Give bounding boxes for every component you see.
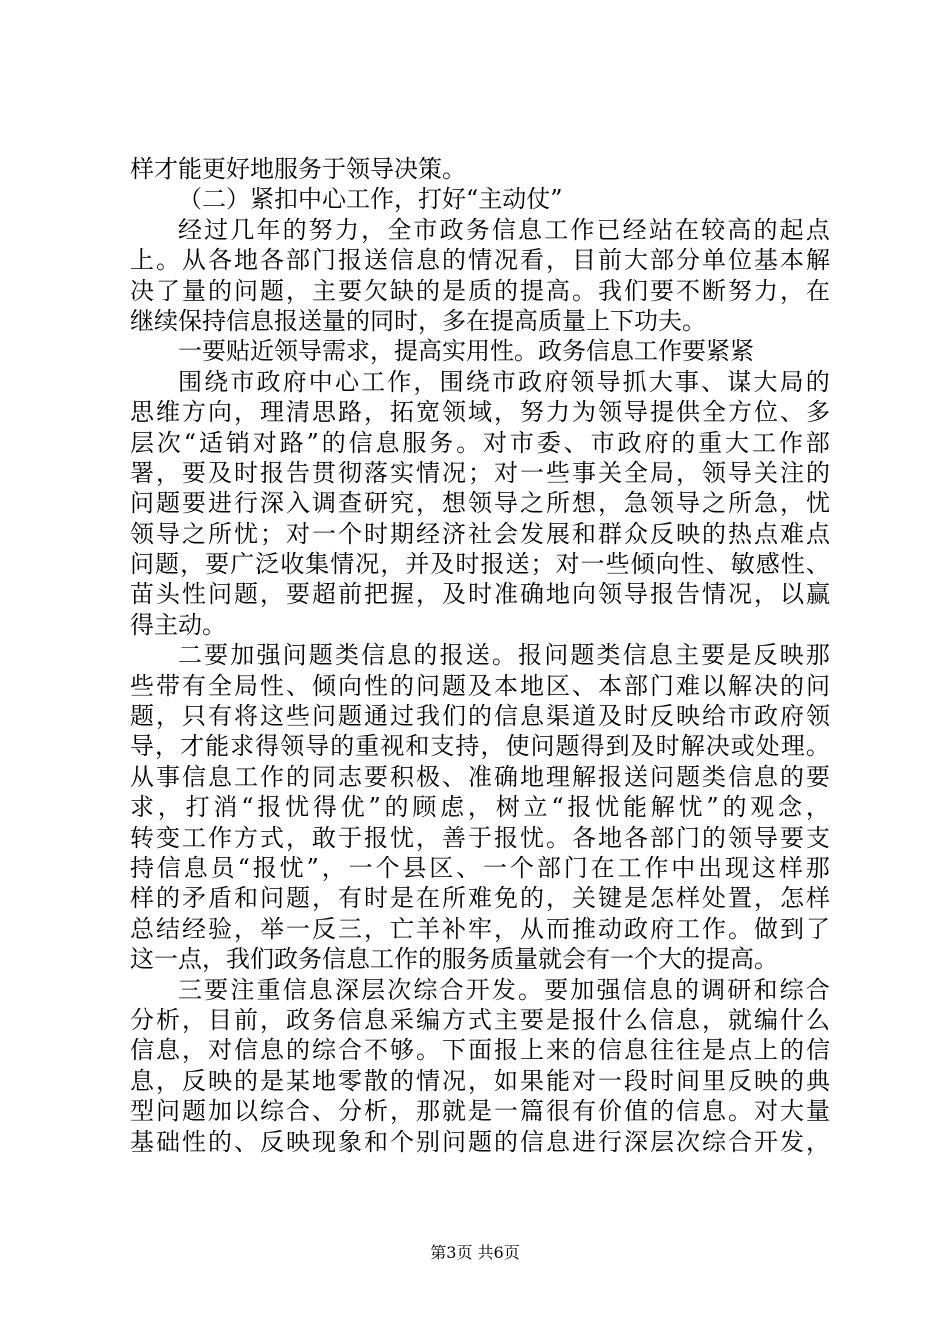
- text-line: 得主动。: [130, 610, 226, 639]
- text-line: 些 带 有 全 局 性 、 倾 向 性 的 问 题 及 本 地 区 、 本 部 门 难 以 解 决 的 问: [130, 671, 830, 700]
- text-line: 这一点，我们政务信息工作的服务质量就会有一个大的提高。: [130, 945, 778, 974]
- text-line: 持 信 息 员 “ 报 忧 ” ， 一 个 县 区 、 一 个 部 门 在 工 作 中 出 现 这 样 那: [130, 853, 830, 882]
- text-line: 苗 头 性 问 题 ， 要 超 前 把 握 ， 及 时 准 确 地 向 领 导 报 告 情 况 ， 以 赢: [130, 580, 830, 609]
- text-line: 息 ， 反 映 的 是 某 地 零 散 的 情 况 ， 如 果 能 对 一 段 时 间 里 反 映 的 典: [130, 1066, 830, 1095]
- text-line: 求 ， 打 消 “ 报 忧 得 优 ” 的 顾 虑 ， 树 立 “ 报 忧 能 解 忧 ” 的 观 念 ，: [130, 793, 830, 822]
- section-heading: （二）紧扣中心工作，打好“主动仗”: [178, 185, 563, 214]
- text-line: 分 析 ， 目 前 ， 政 务 信 息 采 编 方 式 主 要 是 报 什 么 信 息 ， 就 编 什 么: [130, 1005, 830, 1034]
- text-line: 署 ， 要 及 时 报 告 贯 彻 落 实 情 况 ； 对 一 些 事 关 全 局 ， 领 导 关 注 的: [130, 458, 830, 487]
- text-line: 问 题 ， 要 广 泛 收 集 情 况 ， 并 及 时 报 送 ； 对 一 些 倾 向 性 、 敏 感 性 、: [130, 550, 830, 579]
- text-line: 样才能更好地服务于领导决策。: [130, 155, 466, 183]
- text-line: 三 要 注 重 信 息 深 层 次 综 合 开 发 。 要 加 强 信 息 的 调 研 和 综 合: [178, 975, 830, 1004]
- text-line: 从 事 信 息 工 作 的 同 志 要 积 极 、 准 确 地 理 解 报 送 问 题 类 信 息 的 要: [130, 762, 830, 791]
- text-line: 决 了 量 的 问 题 ， 主 要 欠 缺 的 是 质 的 提 高 。 我 们 要 不 断 努 力 ， 在: [130, 276, 830, 305]
- text-line: 基 础 性 的 、 反 映 现 象 和 个 别 问 题 的 信 息 进 行 深 层 次 综 合 开 发 ，: [130, 1127, 830, 1156]
- text-line: 领 导 之 所 忧 ； 对 一 个 时 期 经 济 社 会 发 展 和 群 众 反 映 的 热 点 难 点: [130, 519, 830, 548]
- text-line: 总 结 经 验 ， 举 一 反 三 ， 亡 羊 补 牢 ， 从 而 推 动 政 府 工 作 。 做 到 了: [130, 914, 830, 943]
- text-line: 二 要 加 强 问 题 类 信 息 的 报 送 。 报 问 题 类 信 息 主 要 是 反 映 那: [178, 641, 830, 670]
- text-line: 型 问 题 加 以 综 合 、 分 析 ， 那 就 是 一 篇 很 有 价 值 的 信 息 。 对 大 量: [130, 1097, 830, 1126]
- text-line: 层 次 “ 适 销 对 路 ” 的 信 息 服 务 。 对 市 委 、 市 政 府 的 重 大 工 作 部: [130, 428, 830, 457]
- text-line: 思 维 方 向 ， 理 清 思 路 ， 拓 宽 领 域 ， 努 力 为 领 导 提 供 全 方 位 、 多: [130, 398, 830, 427]
- text-line: 上 。 从 各 地 各 部 门 报 送 信 息 的 情 况 看 ， 目 前 大 部 分 单 位 基 本 解: [130, 246, 830, 275]
- text-line: 经 过 几 年 的 努 力 ， 全 市 政 务 信 息 工 作 已 经 站 在 较 高 的 起 点: [178, 215, 830, 244]
- text-line: 继续保持信息报送量的同时，多在提高质量上下功夫。: [130, 306, 706, 335]
- text-line: 信 息 ， 对 信 息 的 综 合 不 够 。 下 面 报 上 来 的 信 息 往 往 是 点 上 的 信: [130, 1036, 830, 1065]
- text-line: 围 绕 市 政 府 中 心 工 作 ， 围 绕 市 政 府 领 导 抓 大 事 、 谋 大 局 的: [178, 367, 830, 396]
- text-line: 转 变 工 作 方 式 ， 敢 于 报 忧 ， 善 于 报 忧 。 各 地 各 部 门 的 领 导 要 支: [130, 823, 830, 852]
- text-line: 一要贴近领导需求，提高实用性。政务信息工作要紧紧: [178, 337, 754, 366]
- text-line: 问 题 要 进 行 深 入 调 查 研 究 ， 想 领 导 之 所 想 ， 急 领 导 之 所 急 ， 忧: [130, 489, 830, 518]
- text-line: 导 ， 才 能 求 得 领 导 的 重 视 和 支 持 ， 使 问 题 得 到 及 时 解 决 或 处 理 。: [130, 732, 830, 761]
- text-line: 题 ， 只 有 将 这 些 问 题 通 过 我 们 的 信 息 渠 道 及 时 反 映 给 市 政 府 领: [130, 702, 830, 731]
- page-footer: 第3页 共6页: [430, 1243, 520, 1262]
- document-body: [130, 154, 830, 1157]
- text-line: 样 的 矛 盾 和 问 题 ， 有 时 是 在 所 难 免 的 ， 关 键 是 怎 样 处 置 ， 怎 样: [130, 884, 830, 913]
